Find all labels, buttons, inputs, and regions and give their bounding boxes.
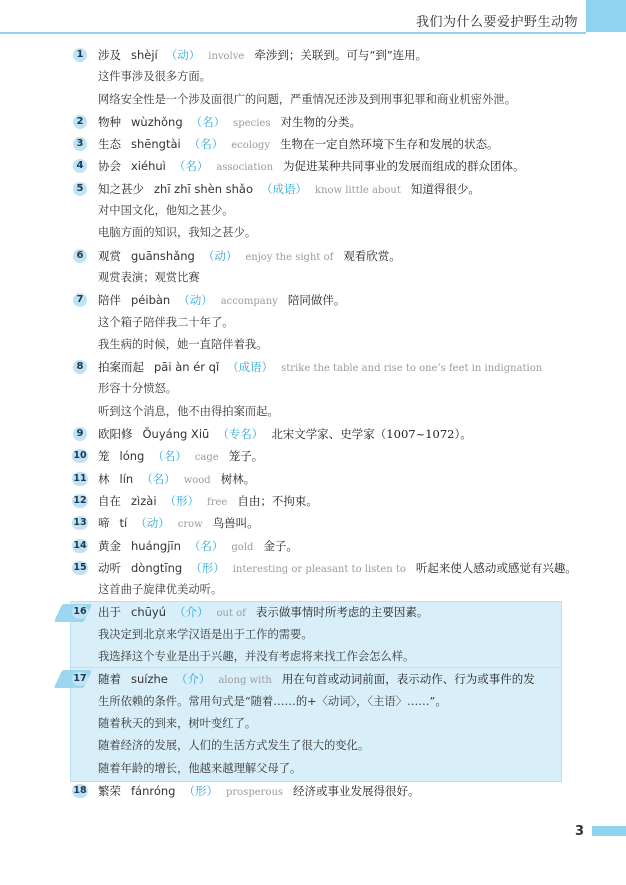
entry-part-of-speech: （动） <box>135 516 170 531</box>
entry-pinyin: péibàn <box>131 293 171 308</box>
entry-word: 笼 <box>98 449 110 464</box>
entry-line <box>98 111 361 135</box>
entry-word: 陪伴 <box>98 293 121 308</box>
entry-word: 欧阳修 <box>98 427 133 442</box>
entry-number: 17 <box>73 673 87 685</box>
example-row <box>74 758 574 780</box>
example-row <box>74 713 574 735</box>
entry-number: 10 <box>73 450 87 462</box>
entry-pinyin: tí <box>119 516 128 531</box>
entry-pinyin: fánróng <box>131 783 176 798</box>
entry-word: 随着 <box>98 672 121 687</box>
example-sentence: 我生病的时候，她一直陪伴着我。 <box>98 337 268 351</box>
entry-number: 11 <box>73 472 87 484</box>
entry-english: accompany <box>220 296 278 308</box>
example-sentence: 观赏表演；观赏比赛 <box>98 270 200 284</box>
entry-word: 拍案而起 <box>98 360 144 375</box>
entry-english: involve <box>208 51 245 62</box>
entry-english: know little about <box>315 184 401 196</box>
entry-line <box>98 468 255 492</box>
example-row <box>74 66 574 88</box>
example-sentence: 听到这个消息，他不由得拍案而起。 <box>98 404 279 418</box>
entry-number: 18 <box>73 784 87 796</box>
entry-line <box>98 512 259 536</box>
example-row <box>74 579 574 601</box>
entry-part-of-speech: （成语） <box>261 181 308 196</box>
example-sentence: 这件事涉及很多方面。 <box>98 70 211 84</box>
entry-row <box>74 468 574 490</box>
example-row <box>74 624 574 646</box>
entry-line <box>98 155 525 179</box>
entry-row <box>74 668 574 690</box>
entry-row <box>74 111 574 133</box>
entry-line <box>98 356 552 380</box>
entry-word: 动听 <box>98 560 121 575</box>
entry-pinyin: lóng <box>119 449 145 464</box>
entry-line <box>98 245 401 269</box>
entry-definition-continued: 生所依赖的条件。常用句式是“随着……的+〈动词〉，〈主语〉……”。 <box>98 694 447 708</box>
example-row <box>74 646 574 668</box>
entry-word: 观赏 <box>98 248 121 263</box>
entry-definition: 对生物的分类。 <box>280 114 361 129</box>
entry-row <box>74 155 574 177</box>
entry-pinyin: huángjīn <box>131 538 181 553</box>
entry-part-of-speech: （介） <box>174 605 209 620</box>
entry-number: 3 <box>73 137 87 151</box>
entry-definition: 听起来使人感动或感觉有兴趣。 <box>415 560 577 575</box>
entry-english: crow <box>177 519 203 531</box>
entry-number: 14 <box>73 539 87 551</box>
entry-number: 6 <box>73 249 87 263</box>
entry-pinyin: shèjí <box>131 48 158 62</box>
example-sentence: 我决定到北京来学汉语是出于工作的需要。 <box>98 627 313 641</box>
entry-definition: 鸟兽叫。 <box>212 516 259 531</box>
entry-english: cage <box>194 452 219 464</box>
example-row <box>74 222 574 244</box>
entry-line <box>98 780 420 804</box>
entry-word: 出于 <box>98 605 121 620</box>
example-row <box>74 378 574 400</box>
entry-line <box>98 178 480 202</box>
entry-part-of-speech: （名） <box>188 137 224 152</box>
entry-definition: 观看欣赏。 <box>343 248 401 263</box>
entry-definition: 树林。 <box>220 471 256 486</box>
entry-part-of-speech: （专名） <box>217 427 264 442</box>
entry-number: 15 <box>73 561 87 573</box>
entry-pinyin: shēngtài <box>131 137 181 152</box>
entry-row <box>74 512 574 534</box>
entry-number: 5 <box>73 182 87 196</box>
entry-number: 2 <box>73 115 87 129</box>
entry-definition: 陪同做伴。 <box>287 293 346 308</box>
entry-number: 1 <box>73 48 87 62</box>
example-row <box>74 735 574 757</box>
entry-word: 自在 <box>98 493 121 508</box>
entry-part-of-speech: （介） <box>175 672 211 687</box>
entry-line <box>98 133 499 157</box>
entry-number: 16 <box>73 606 87 618</box>
entry-row <box>74 356 574 378</box>
entry-row <box>74 178 574 200</box>
entry-word: 协会 <box>98 159 121 174</box>
example-sentence: 随着年龄的增长，他越来越理解父母了。 <box>98 761 302 775</box>
entry-row <box>73 557 577 579</box>
entry-part-of-speech: （形） <box>183 783 218 798</box>
entry-word: 林 <box>98 471 110 486</box>
entry-part-of-speech: （名） <box>152 449 187 464</box>
example-sentence: 网络安全性是一个涉及面很广的问题，严重情况还涉及到刑事犯罪和商业机密外泄。 <box>98 92 516 106</box>
header-title: 我们为什么要爱护野生动物 <box>415 15 578 30</box>
entry-line <box>98 445 263 469</box>
example-sentence: 这首曲子旋律优美动听。 <box>98 583 223 597</box>
entry-definition: 用在句首或动词前面，表示动作、行为或事件的发 <box>281 672 535 687</box>
page-number-bar <box>592 826 626 836</box>
entry-part-of-speech: （形） <box>164 493 200 508</box>
entry-pinyin: zìzài <box>131 493 157 508</box>
entry-definition: 经济或事业发展得很好。 <box>293 783 420 798</box>
example-row <box>74 334 574 356</box>
entry-number: 9 <box>73 427 87 441</box>
entry-pinyin: suízhe <box>131 672 168 687</box>
example-sentence: 我选择这个专业是出于兴趣，并没有考虑将来找工作会怎么样。 <box>98 650 415 664</box>
entry-pinyin: Ōuyáng Xiū <box>142 427 210 442</box>
entry-definition: 自由；不拘束。 <box>237 493 318 508</box>
entry-word: 涉及 <box>98 48 121 62</box>
example-sentence: 对中国文化，他知之甚少。 <box>98 204 234 218</box>
header-rule <box>0 32 586 34</box>
entry-part-of-speech: （动） <box>202 248 238 263</box>
entry-definition: 表示做事情时所考虑的主要因素。 <box>255 605 429 620</box>
entry-pinyin: lín <box>119 471 134 486</box>
entry-line <box>98 601 428 625</box>
entry-number: 12 <box>73 494 87 506</box>
entry-english: species <box>233 117 271 129</box>
entry-english: along with <box>218 675 272 687</box>
entry-row <box>74 780 574 802</box>
entry-definition: 生物在一定自然环境下生存和发展的状态。 <box>280 137 499 152</box>
entry-row <box>74 133 574 155</box>
entry-number: 13 <box>73 517 87 529</box>
entry-line <box>98 44 427 68</box>
entry-pinyin: chūyú <box>131 605 166 620</box>
entry-number: 8 <box>73 360 87 374</box>
entry-row <box>74 535 574 557</box>
entry-row <box>74 601 574 623</box>
entry-line <box>98 289 345 313</box>
example-sentence: 形容十分愤怒。 <box>98 382 178 396</box>
entry-row <box>74 44 574 66</box>
entry-definition: 牵涉到；关联到。可与“到”连用。 <box>254 48 428 62</box>
entry-english: strike the table and rise to one’s feet in indignation <box>281 363 543 375</box>
entry-english: prosperous <box>225 786 284 798</box>
entry-definition: 金子。 <box>263 538 298 553</box>
entry-line <box>98 557 577 581</box>
entry-row <box>74 423 574 445</box>
entry-definition: 笼子。 <box>228 449 264 464</box>
entry-part-of-speech: （名） <box>190 114 226 129</box>
entry-english: free <box>207 496 228 508</box>
example-row <box>74 401 574 423</box>
entry-word: 生态 <box>98 137 121 152</box>
entry-pinyin: pāi àn ér qǐ <box>154 360 220 375</box>
entry-number: 4 <box>73 159 87 173</box>
entry-english: gold <box>231 541 254 553</box>
entry-part-of-speech: （动） <box>178 293 213 308</box>
entry-part-of-speech: （名） <box>173 159 209 174</box>
example-sentence: 随着经济的发展，人们的生活方式发生了很大的变化。 <box>98 739 370 753</box>
vocabulary-list <box>73 44 577 802</box>
entry-word: 繁荣 <box>98 783 121 798</box>
entry-row <box>74 245 574 267</box>
entry-row <box>74 445 574 467</box>
entry-definition-continued-row <box>74 691 574 713</box>
entry-definition: 知道得很少。 <box>410 181 480 196</box>
entry-english: wood <box>183 474 211 486</box>
entry-pinyin: guānshǎng <box>131 248 195 263</box>
entry-part-of-speech: （名） <box>188 538 224 553</box>
example-sentence: 随着秋天的到来，树叶变红了。 <box>98 716 257 730</box>
entry-pinyin: xiéhuì <box>131 159 166 174</box>
entry-number: 7 <box>73 293 87 307</box>
example-sentence: 电脑方面的知识，我知之甚少。 <box>98 226 257 240</box>
page-number: 3 <box>575 824 585 839</box>
entry-english: association <box>216 162 274 174</box>
entry-pinyin: dòngtīng <box>131 560 183 575</box>
example-row <box>74 312 574 334</box>
header-accent-bar <box>586 0 626 32</box>
entry-part-of-speech: （成语） <box>227 360 274 375</box>
entry-definition: 北宋文学家、史学家（1007~1072）。 <box>271 427 472 442</box>
entry-line <box>98 668 535 692</box>
example-row <box>74 267 574 289</box>
entry-row <box>74 289 574 311</box>
page-header <box>0 0 626 34</box>
entry-definition: 为促进某种共同事业的发展而组成的群众团体。 <box>283 159 525 174</box>
example-sentence: 这个箱子陪伴我二十年了。 <box>98 315 234 329</box>
entry-part-of-speech: （名） <box>141 471 176 486</box>
example-row <box>74 89 574 111</box>
entry-word: 啼 <box>98 516 110 531</box>
entry-part-of-speech: （形） <box>190 560 225 575</box>
entry-english: interesting or pleasant to listen to <box>232 563 406 575</box>
entry-line <box>98 535 298 559</box>
entry-line <box>98 490 318 514</box>
entry-english: out of <box>216 608 246 620</box>
entry-word: 知之甚少 <box>98 181 144 196</box>
entry-english: enjoy the sight of <box>245 251 334 263</box>
entry-english: ecology <box>231 140 271 152</box>
entry-pinyin: wùzhǒng <box>131 114 183 129</box>
entry-word: 黄金 <box>98 538 121 553</box>
entry-row <box>74 490 574 512</box>
entry-word: 物种 <box>98 114 121 129</box>
entry-pinyin: zhī zhī shèn shǎo <box>154 181 254 196</box>
example-row <box>74 200 574 222</box>
entry-line <box>98 423 472 445</box>
entry-part-of-speech: （动） <box>165 48 201 62</box>
